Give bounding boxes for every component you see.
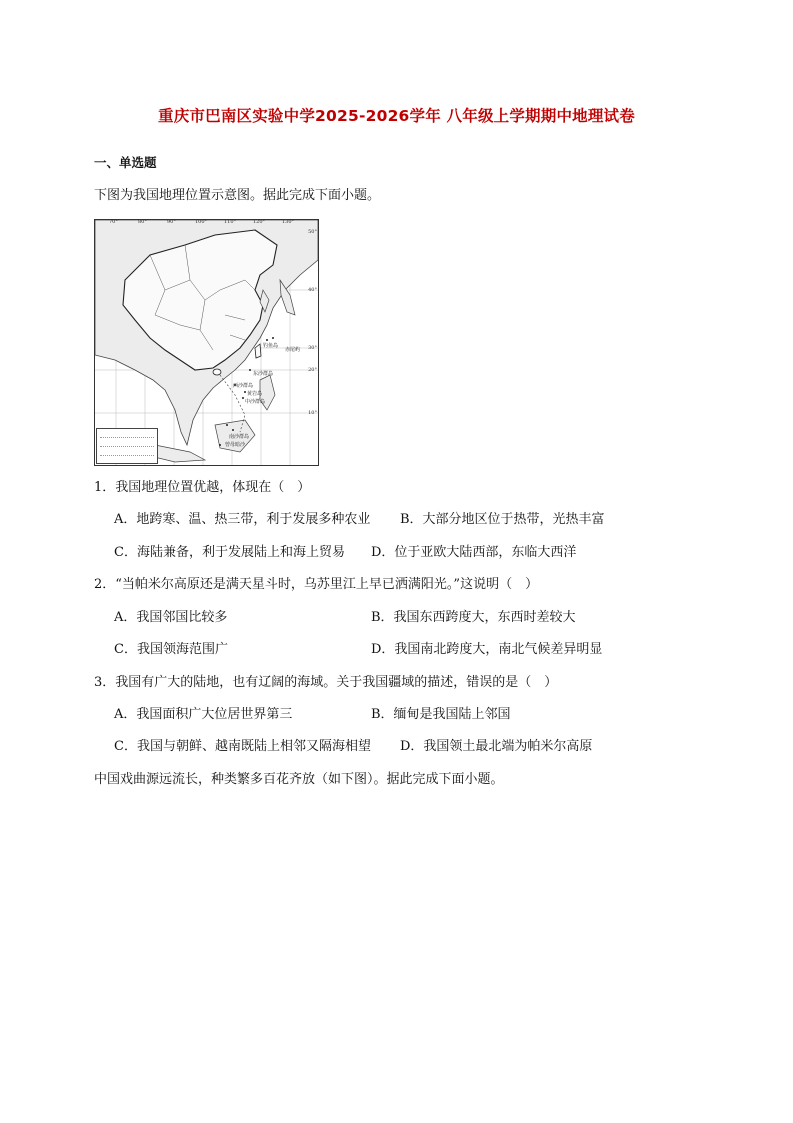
next-question-intro: 中国戏曲源远流长，种类繁多百花齐放（如下图）。据此完成下面小题。 (94, 772, 504, 787)
question-stem: 2．“当帕米尔高原还是满天星斗时，乌苏里江上早已洒满阳光。”这说明（ ） (94, 577, 539, 592)
option-a[interactable]: A．我国面积广大位居世界第三 (114, 707, 293, 722)
option-c[interactable]: C．我国领海范围广 (114, 642, 228, 657)
option-d[interactable]: D．我国南北跨度大，南北气候差异明显 (371, 642, 603, 657)
option-d[interactable]: D．我国领土最北端为帕米尔高原 (400, 739, 593, 754)
latitude-label: 10° (308, 410, 317, 416)
option-b[interactable]: B．我国东西跨度大，东西时差较大 (371, 610, 576, 625)
option-b[interactable]: B．大部分地区位于热带，光热丰富 (400, 512, 605, 527)
map-place-label: 西沙群岛 (233, 383, 254, 389)
option-a[interactable]: A．我国邻国比较多 (114, 610, 228, 625)
map-legend (96, 428, 158, 464)
option-c[interactable]: C．我国与朝鲜、越南既陆上相邻又隔海相望 (114, 739, 371, 754)
map-place-label: 东沙群岛 (253, 371, 274, 377)
section-heading: 一、单选题 (94, 155, 157, 170)
map-place-label: 南沙群岛 (229, 434, 250, 440)
map-place-label: 钓鱼岛 (263, 343, 279, 349)
map-place-label: 黄岩岛 (247, 391, 263, 397)
longitude-label: 80° (138, 219, 147, 225)
longitude-label: 100° (195, 219, 208, 225)
page-title: 重庆市巴南区实验中学2025-2026学年 八年级上学期期中地理试卷 (158, 107, 635, 125)
latitude-label: 40° (308, 287, 317, 293)
option-d[interactable]: D．位于亚欧大陆西部，东临大西洋 (371, 545, 577, 560)
option-a[interactable]: A．地跨寒、温、热三带，利于发展多种农业 (114, 512, 371, 527)
longitude-label: 120° (253, 219, 266, 225)
option-b[interactable]: B．缅甸是我国陆上邻国 (371, 707, 511, 722)
latitude-label: 30° (308, 345, 317, 351)
question-stem: 3．我国有广大的陆地，也有辽阔的海域。关于我国疆域的描述，错误的是（ ） (94, 675, 558, 690)
question-stem: 1．我国地理位置优越，体现在（ ） (94, 480, 311, 495)
map-place-label: 曾母暗沙 (225, 442, 246, 448)
latitude-label: 20° (308, 367, 317, 373)
longitude-label: 70° (109, 219, 118, 225)
china-location-map (94, 219, 319, 466)
longitude-label: 90° (167, 219, 176, 225)
latitude-label: 50° (308, 229, 317, 235)
map-place-label: 赤尾屿 (285, 347, 301, 353)
option-c[interactable]: C．海陆兼备，利于发展陆上和海上贸易 (114, 545, 345, 560)
map-place-label: 中沙群岛 (245, 399, 266, 405)
longitude-label: 130° (282, 219, 295, 225)
longitude-label: 110° (224, 219, 237, 225)
question-intro: 下图为我国地理位置示意图。据此完成下面小题。 (94, 188, 381, 203)
